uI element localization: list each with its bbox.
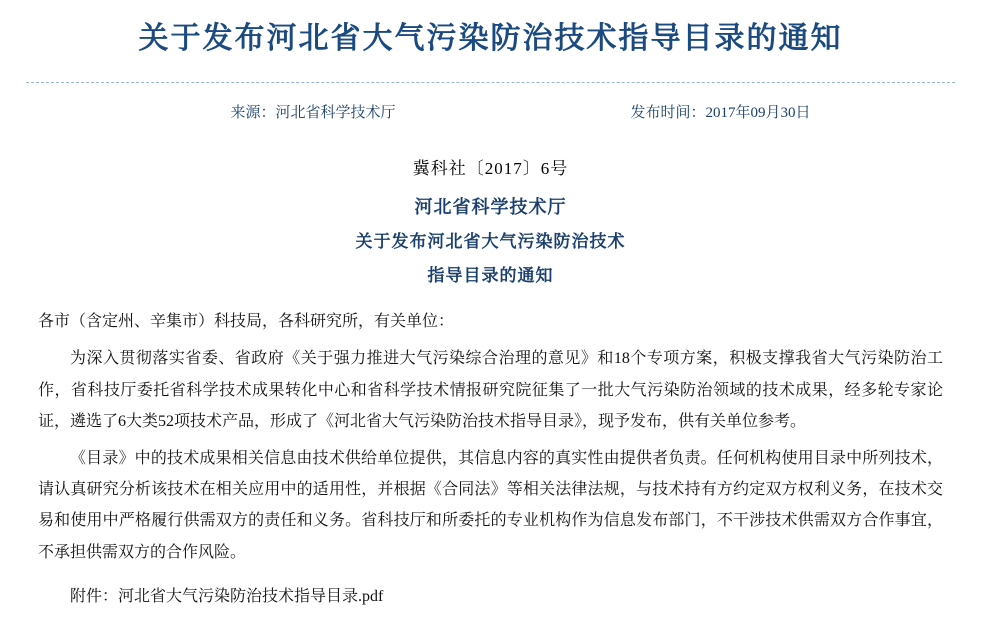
title-bar <box>0 0 981 76</box>
subject-line-2: 指导目录的通知 <box>427 266 554 285</box>
page-title: 关于发布河北省大气污染防治技术指导目录的通知 <box>138 22 843 55</box>
meta-source <box>131 101 491 122</box>
salutation: 各市（含定州、辛集市）科技局，各科研究所，有关单位： <box>38 313 455 330</box>
meta-date <box>491 101 851 122</box>
body-paragraph-1: 为深入贯彻落实省委、省政府《关于强力推进大气污染综合治理的意见》和18个专项方案，积极支撑我省大气污染防治工作，省科技厅委托省科学技术成果转化中心和省科学技术情报研究院征集了一批大气污染防治领域的技术成果，经多轮专家论证，遴选了6大类52项技术产品，形成了《河北省大气污染防治技术指导目录》，现予发布，供有关单位参考。 <box>38 350 943 430</box>
document-meta <box>0 83 981 132</box>
meta-date-value: 2017年09月30日 <box>705 105 811 121</box>
attachment-row <box>38 582 943 612</box>
meta-source-value: 河北省科学技术厅 <box>275 105 396 121</box>
document-body <box>0 154 981 612</box>
subject-line-1: 关于发布河北省大气污染防治技术 <box>355 232 626 251</box>
attachment-file-link[interactable]: 河北省大气污染防治技术指导目录.pdf <box>118 587 384 605</box>
body-paragraph-2: 《目录》中的技术成果相关信息由技术供给单位提供，其信息内容的真实性由提供者负责。任何机构使用目录中所列技术，请认真研究分析该技术在相关应用中的适用性，并根据《合同法》等相关法律法规，与技术持有方约定双方权利义务，在技术交易和使用中严格履行供需双方的责任和义务。省科技厅和所委托的专业机构作为信息发布部门，不干涉技术供需双方合作事宜，不承担供需双方的合作风险。 <box>38 449 943 561</box>
issuing-agency: 河北省科学技术厅 <box>414 197 567 217</box>
meta-date-label: 发布时间： <box>630 105 706 121</box>
attachment-label: 附件： <box>70 587 119 605</box>
document-number: 冀科社〔2017〕6号 <box>412 159 569 178</box>
meta-source-label: 来源： <box>230 105 276 121</box>
